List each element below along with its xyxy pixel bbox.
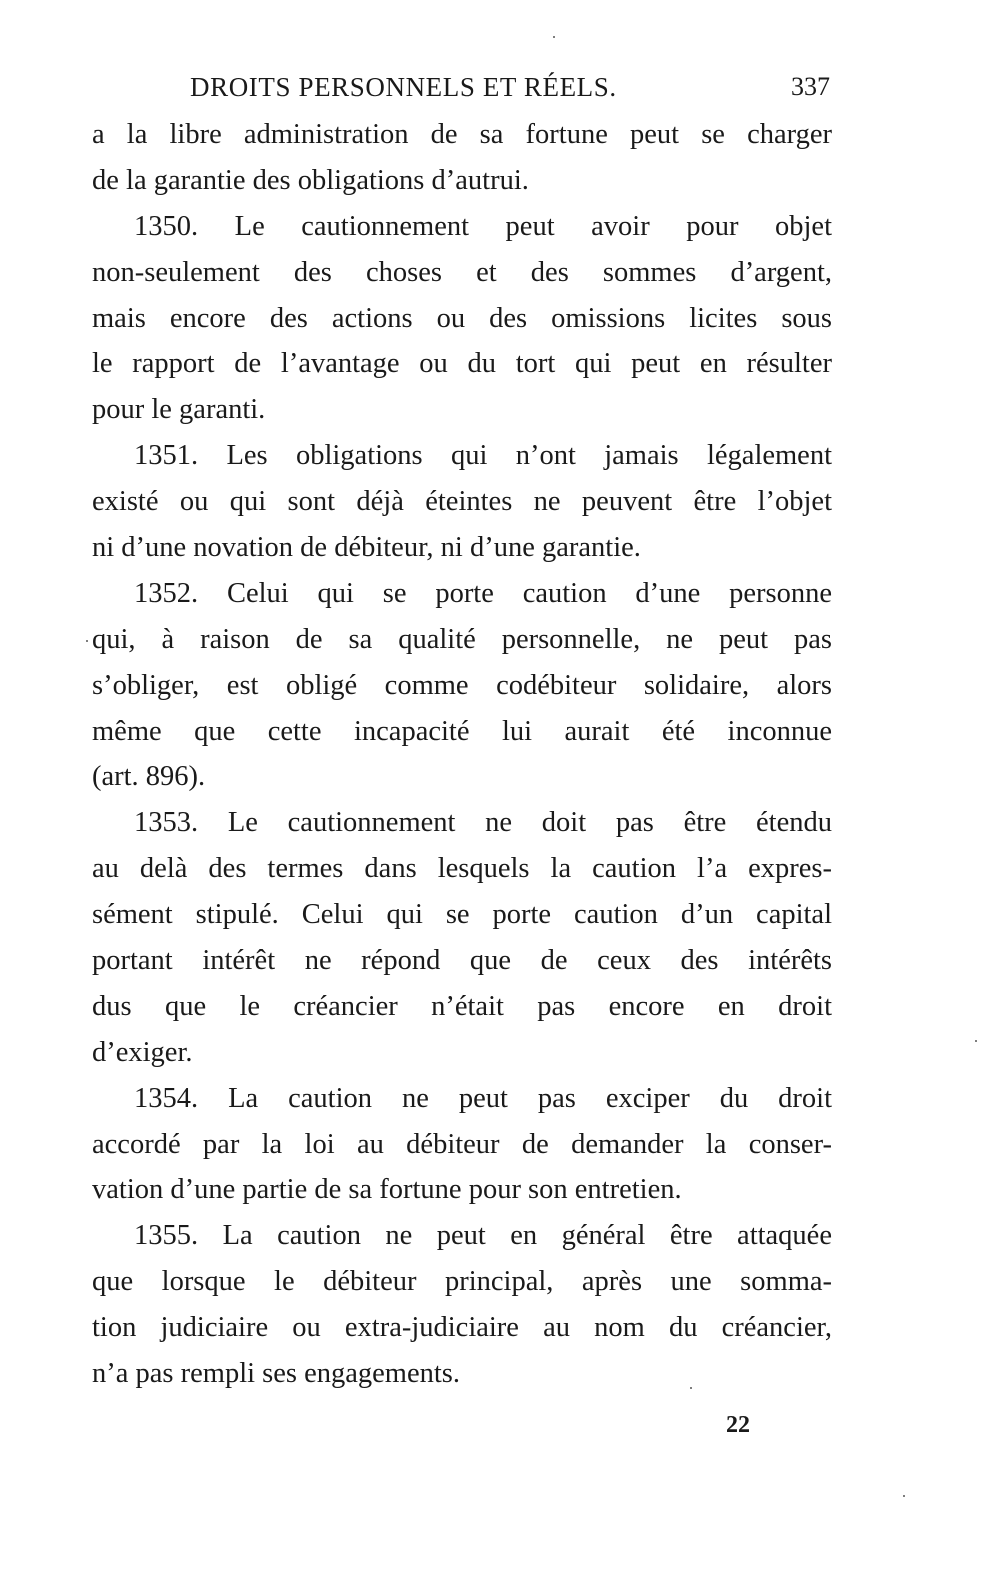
text-line: (art. 896).	[92, 761, 206, 793]
text-line: tion judiciaire ou extra-judiciaire au nom du créancier,	[92, 1312, 832, 1344]
text-line: qui, à raison de sa qualité personnelle, ne peut pas	[92, 623, 832, 655]
text-line: au delà des termes dans lesquels la caution l’a expres-	[92, 853, 832, 885]
signature-mark: 22	[726, 1412, 750, 1438]
page-number: 337	[791, 72, 830, 101]
ink-speck	[86, 640, 88, 642]
text-line: même que cette incapacité lui aurait été inconnue	[92, 715, 832, 747]
article-1354-start: 1354. La caution ne peut pas exciper du droit	[134, 1082, 832, 1114]
article-1351-start: 1351. Les obligations qui n’ont jamais légalement	[134, 440, 832, 472]
text-line: portant intérêt ne répond que de ceux des intérêts	[92, 945, 832, 977]
text-line: ni d’une novation de débiteur, ni d’une garantie.	[92, 532, 641, 564]
ink-speck	[690, 1387, 692, 1389]
text-line: existé ou qui sont déjà éteintes ne peuvent être l’objet	[92, 486, 832, 518]
text-line: que lorsque le débiteur principal, après une somma-	[92, 1266, 832, 1298]
running-header	[190, 72, 830, 116]
text-line: de la garantie des obligations d’autrui.	[92, 164, 529, 196]
text-line: n’a pas rempli ses engagements.	[92, 1358, 461, 1390]
text-line: sément stipulé. Celui qui se porte caution d’un capital	[92, 899, 832, 931]
text-line: accordé par la loi au débiteur de demander la conser-	[92, 1128, 832, 1160]
text-line: s’obliger, est obligé comme codébiteur solidaire, alors	[92, 669, 832, 701]
ink-speck	[975, 1040, 977, 1042]
article-1353-start: 1353. Le cautionnement ne doit pas être étendu	[134, 807, 832, 839]
text-line: a la libre administration de sa fortune peut se charger	[92, 119, 832, 150]
article-1350-start: 1350. Le cautionnement peut avoir pour objet	[134, 210, 832, 242]
text-line: le rapport de l’avantage ou du tort qui peut en résulter	[92, 348, 832, 380]
text-line: pour le garanti.	[92, 394, 266, 426]
article-1352-start: 1352. Celui qui se porte caution d’une personne	[134, 577, 832, 609]
ink-speck	[903, 1495, 905, 1497]
article-1355-start: 1355. La caution ne peut en général être attaquée	[134, 1220, 832, 1252]
running-title: DROITS PERSONNELS ET RÉELS.	[190, 72, 617, 102]
text-line: dus que le créancier n’était pas encore en droit	[92, 990, 832, 1022]
text-line: d’exiger.	[92, 1036, 193, 1068]
page-body	[92, 112, 832, 1397]
ink-speck	[553, 36, 555, 38]
text-line: non-seulement des choses et des sommes d’argent,	[92, 256, 832, 288]
text-line: vation d’une partie de sa fortune pour son entretien.	[92, 1174, 682, 1206]
text-line: mais encore des actions ou des omissions licites sous	[92, 302, 832, 334]
